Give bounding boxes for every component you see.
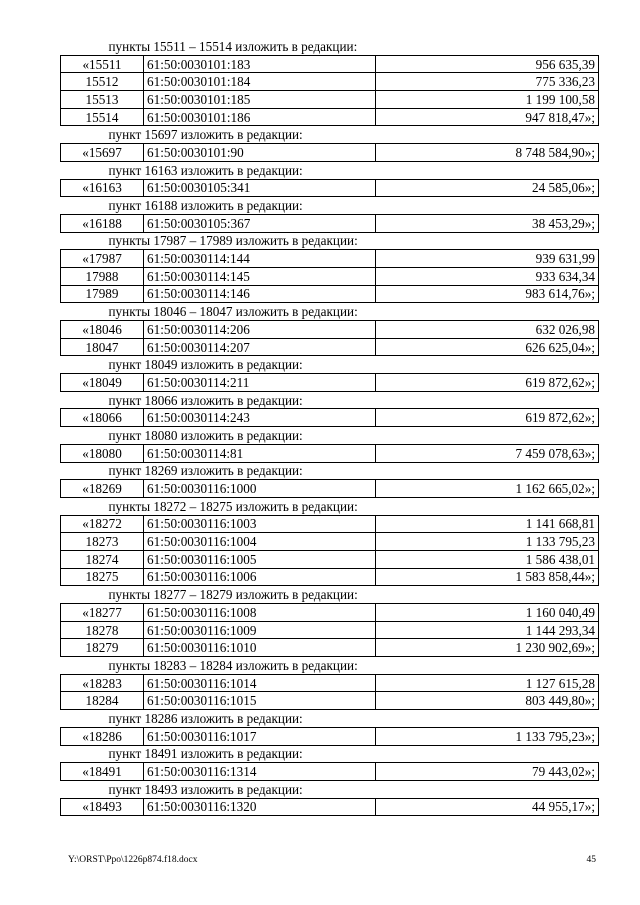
table-row [61,444,599,462]
section-heading-row [61,780,599,798]
cadastral-number-cell: 61:50:0030116:1006 [144,568,376,586]
value-cell: 1 133 795,23 [376,533,599,551]
value-cell: 1 586 438,01 [376,550,599,568]
cadastral-number-cell: 61:50:0030101:90 [144,144,376,162]
item-number-cell: «18491 [61,763,144,781]
document-body [60,38,598,816]
item-number-cell: 18047 [61,338,144,356]
section-heading: пункт 15697 изложить в редакции: [108,127,303,143]
section-heading: пункты 18283 – 18284 изложить в редакции: [108,657,358,673]
cadastral-number-cell: 61:50:0030116:1320 [144,798,376,816]
item-number-cell: «16188 [61,214,144,232]
table-row [61,285,599,303]
value-cell: 1 144 293,34 [376,621,599,639]
value-cell: 24 585,06»; [376,179,599,197]
section-heading: пункты 18272 – 18275 изложить в редакции: [108,498,358,514]
cadastral-number-cell: 61:50:0030101:184 [144,73,376,91]
table-row [61,550,599,568]
table-row [61,568,599,586]
cadastral-number-cell: 61:50:0030101:183 [144,55,376,73]
value-cell: 1 583 858,44»; [376,568,599,586]
section-heading-row [61,232,599,250]
item-number-cell: «18269 [61,480,144,498]
table-row [61,91,599,109]
cadastral-number-cell: 61:50:0030116:1004 [144,533,376,551]
section-heading-row [61,38,599,55]
section-heading-row [61,356,599,374]
value-cell: 632 026,98 [376,321,599,339]
amendments-table-body [61,38,599,816]
section-heading: пункт 16188 изложить в редакции: [108,198,303,214]
cadastral-number-cell: 61:50:0030116:1314 [144,763,376,781]
section-heading: пункт 18269 изложить в редакции: [108,463,303,479]
cadastral-number-cell: 61:50:0030114:146 [144,285,376,303]
value-cell: 1 230 902,69»; [376,639,599,657]
table-row [61,763,599,781]
value-cell: 79 443,02»; [376,763,599,781]
item-number-cell: «18049 [61,374,144,392]
table-row [61,798,599,816]
section-heading: пункты 18277 – 18279 изложить в редакции: [108,587,358,603]
section-heading-row [61,657,599,675]
section-heading: пункт 18049 изложить в редакции: [108,357,303,373]
item-number-cell: 17988 [61,267,144,285]
value-cell: 947 818,47»; [376,108,599,126]
item-number-cell: «17987 [61,250,144,268]
item-number-cell: «18272 [61,515,144,533]
value-cell: 939 631,99 [376,250,599,268]
value-cell: 38 453,29»; [376,214,599,232]
item-number-cell: 18284 [61,692,144,710]
cadastral-number-cell: 61:50:0030114:81 [144,444,376,462]
section-heading-row [61,586,599,604]
value-cell: 1 160 040,49 [376,604,599,622]
cadastral-number-cell: 61:50:0030105:367 [144,214,376,232]
item-number-cell: 17989 [61,285,144,303]
cadastral-number-cell: 61:50:0030116:1005 [144,550,376,568]
cadastral-number-cell: 61:50:0030116:1010 [144,639,376,657]
section-heading-row [61,161,599,179]
table-row [61,267,599,285]
table-row [61,480,599,498]
section-heading: пункт 18491 изложить в редакции: [108,746,303,762]
value-cell: 1 199 100,58 [376,91,599,109]
value-cell: 8 748 584,90»; [376,144,599,162]
cadastral-number-cell: 61:50:0030114:211 [144,374,376,392]
section-heading: пункты 18046 – 18047 изложить в редакции: [108,304,358,320]
value-cell: 619 872,62»; [376,374,599,392]
item-number-cell: «18080 [61,444,144,462]
cadastral-number-cell: 61:50:0030114:207 [144,338,376,356]
table-row [61,515,599,533]
table-row [61,250,599,268]
item-number-cell: 18278 [61,621,144,639]
item-number-cell: «18283 [61,674,144,692]
section-heading: пункт 18080 изложить в редакции: [108,427,303,443]
section-heading: пункт 18493 изложить в редакции: [108,781,303,797]
cadastral-number-cell: 61:50:0030105:341 [144,179,376,197]
item-number-cell: «15697 [61,144,144,162]
value-cell: 956 635,39 [376,55,599,73]
value-cell: 1 133 795,23»; [376,727,599,745]
section-heading: пункты 15511 – 15514 изложить в редакции: [108,38,358,54]
cadastral-number-cell: 61:50:0030116:1015 [144,692,376,710]
cadastral-number-cell: 61:50:0030116:1014 [144,674,376,692]
cadastral-number-cell: 61:50:0030101:186 [144,108,376,126]
section-heading-row [61,197,599,215]
value-cell: 7 459 078,63»; [376,444,599,462]
value-cell: 1 127 615,28 [376,674,599,692]
cadastral-number-cell: 61:50:0030116:1000 [144,480,376,498]
value-cell: 803 449,80»; [376,692,599,710]
cadastral-number-cell: 61:50:0030114:144 [144,250,376,268]
value-cell: 44 955,17»; [376,798,599,816]
amendments-table [60,38,599,816]
section-heading: пункты 17987 – 17989 изложить в редакции: [108,233,358,249]
item-number-cell: «18046 [61,321,144,339]
cadastral-number-cell: 61:50:0030116:1008 [144,604,376,622]
table-row [61,144,599,162]
item-number-cell: «16163 [61,179,144,197]
table-row [61,338,599,356]
item-number-cell: «18493 [61,798,144,816]
table-row [61,604,599,622]
table-row [61,55,599,73]
cadastral-number-cell: 61:50:0030116:1009 [144,621,376,639]
section-heading-row [61,745,599,763]
item-number-cell: 18274 [61,550,144,568]
item-number-cell: 15513 [61,91,144,109]
table-row [61,214,599,232]
section-heading-row [61,497,599,515]
item-number-cell: 18279 [61,639,144,657]
table-row [61,108,599,126]
cadastral-number-cell: 61:50:0030116:1017 [144,727,376,745]
section-heading-row [61,126,599,144]
table-row [61,179,599,197]
item-number-cell: 18275 [61,568,144,586]
value-cell: 775 336,23 [376,73,599,91]
item-number-cell: 15514 [61,108,144,126]
section-heading-row [61,710,599,728]
item-number-cell: «18066 [61,409,144,427]
cadastral-number-cell: 61:50:0030116:1003 [144,515,376,533]
cadastral-number-cell: 61:50:0030114:145 [144,267,376,285]
item-number-cell: 18273 [61,533,144,551]
table-row [61,533,599,551]
section-heading: пункт 18286 изложить в редакции: [108,710,303,726]
footer-page-number: 45 [586,855,596,865]
section-heading-row [61,427,599,445]
value-cell: 619 872,62»; [376,409,599,427]
table-row [61,727,599,745]
item-number-cell: «18277 [61,604,144,622]
table-row [61,321,599,339]
value-cell: 1 162 665,02»; [376,480,599,498]
item-number-cell: «15511 [61,55,144,73]
table-row [61,621,599,639]
table-row [61,374,599,392]
value-cell: 626 625,04»; [376,338,599,356]
item-number-cell: «18286 [61,727,144,745]
section-heading-row [61,462,599,480]
value-cell: 983 614,76»; [376,285,599,303]
table-row [61,674,599,692]
table-row [61,409,599,427]
section-heading-row [61,391,599,409]
cadastral-number-cell: 61:50:0030114:206 [144,321,376,339]
footer-file-path: Y:\ORST\Ppo\1226p874.f18.docx [68,855,198,865]
section-heading: пункт 16163 изложить в редакции: [108,162,303,178]
table-row [61,692,599,710]
value-cell: 1 141 668,81 [376,515,599,533]
section-heading: пункт 18066 изложить в редакции: [108,392,303,408]
cadastral-number-cell: 61:50:0030114:243 [144,409,376,427]
value-cell: 933 634,34 [376,267,599,285]
table-row [61,73,599,91]
cadastral-number-cell: 61:50:0030101:185 [144,91,376,109]
item-number-cell: 15512 [61,73,144,91]
section-heading-row [61,303,599,321]
table-row [61,639,599,657]
